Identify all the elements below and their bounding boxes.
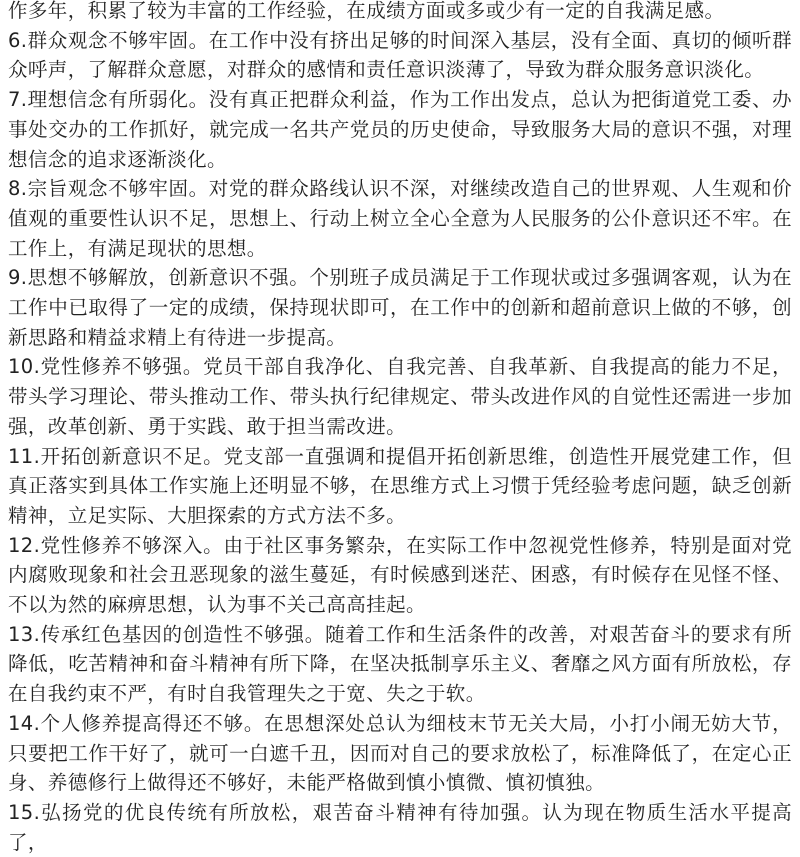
paragraph-item-11: 11.开拓创新意识不足。党支部一直强调和提倡开拓创新思维，创造性开展党建工作，但真正落实到具体工作实施上还明显不够，在思维方式上习惯于凭经验考虑问题，缺乏创新精神，立足实际、大胆探索的方式方法不多。 (8, 444, 792, 527)
paragraph-continuation: 作多年，积累了较为丰富的工作经验，在成绩方面或多或少有一定的自我满足感。 (8, 0, 725, 22)
paragraph-item-15: 15.弘扬党的优良传统有所放松，艰苦奋斗精神有待加强。认为现在物质生活水平提高了， (8, 800, 792, 854)
paragraph-item-12: 12.党性修养不够深入。由于社区事务繁杂，在实际工作中忽视党性修养，特别是面对党内腐败现象和社会丑恶现象的滋生蔓延，有时候感到迷茫、困惑，有时候存在见怪不怪、不以为然的麻痹思想，认为事不关己高高挂起。 (8, 533, 792, 617)
paragraph-item-9: 9.思想不够解放，创新意识不强。个别班子成员满足于工作现状或过多强调客观，认为在工作中已取得了一定的成绩，保持现状即可，在工作中的创新和超前意识上做的不够，创新思路和精益求精上有待进一步提高。 (8, 266, 792, 349)
paragraph-item-6: 6.群众观念不够牢固。在工作中没有挤出足够的时间深入基层，没有全面、真切的倾听群众呼声，了解群众意愿，对群众的感情和责任意识淡薄了，导致为群众服务意识淡化。 (8, 28, 792, 82)
paragraph-item-7: 7.理想信念有所弱化。没有真正把群众利益，作为工作出发点，总认为把街道党工委、办事处交办的工作抓好，就完成一名共产党员的历史使命，导致服务大局的意识不强，对理想信念的追求逐渐淡化。 (8, 88, 792, 171)
paragraph-item-10: 10.党性修养不够强。党员干部自我净化、自我完善、自我革新、自我提高的能力不足，带头学习理论、带头推动工作、带头执行纪律规定、带头改进作风的自觉性还需进一步加强，改革创新、勇于实践、敢于担当需改进。 (8, 355, 792, 438)
paragraph-item-13: 13.传承红色基因的创造性不够强。随着工作和生活条件的改善，对艰苦奋斗的要求有所降低，吃苦精神和奋斗精神有所下降，在坚决抵制享乐主义、奢靡之风方面有所放松，存在自我约束不严，有时自我管理失之于宽、失之于软。 (8, 622, 792, 706)
paragraph-item-8: 8.宗旨观念不够牢固。对党的群众路线认识不深，对继续改造自己的世界观、人生观和价值观的重要性认识不足，思想上、行动上树立全心全意为人民服务的公仆意识还不牢。在工作上，有满足现状的思想。 (8, 177, 792, 260)
document-body (8, 0, 792, 857)
paragraph-item-14: 14.个人修养提高得还不够。在思想深处总认为细枝末节无关大局，小打小闹无妨大节，只要把工作干好了，就可一白遮千丑，因而对自己的要求放松了，标准降低了，在定心正身、养德修行上做得还不够好，未能严格做到慎小慎微、慎初慎独。 (8, 711, 792, 795)
